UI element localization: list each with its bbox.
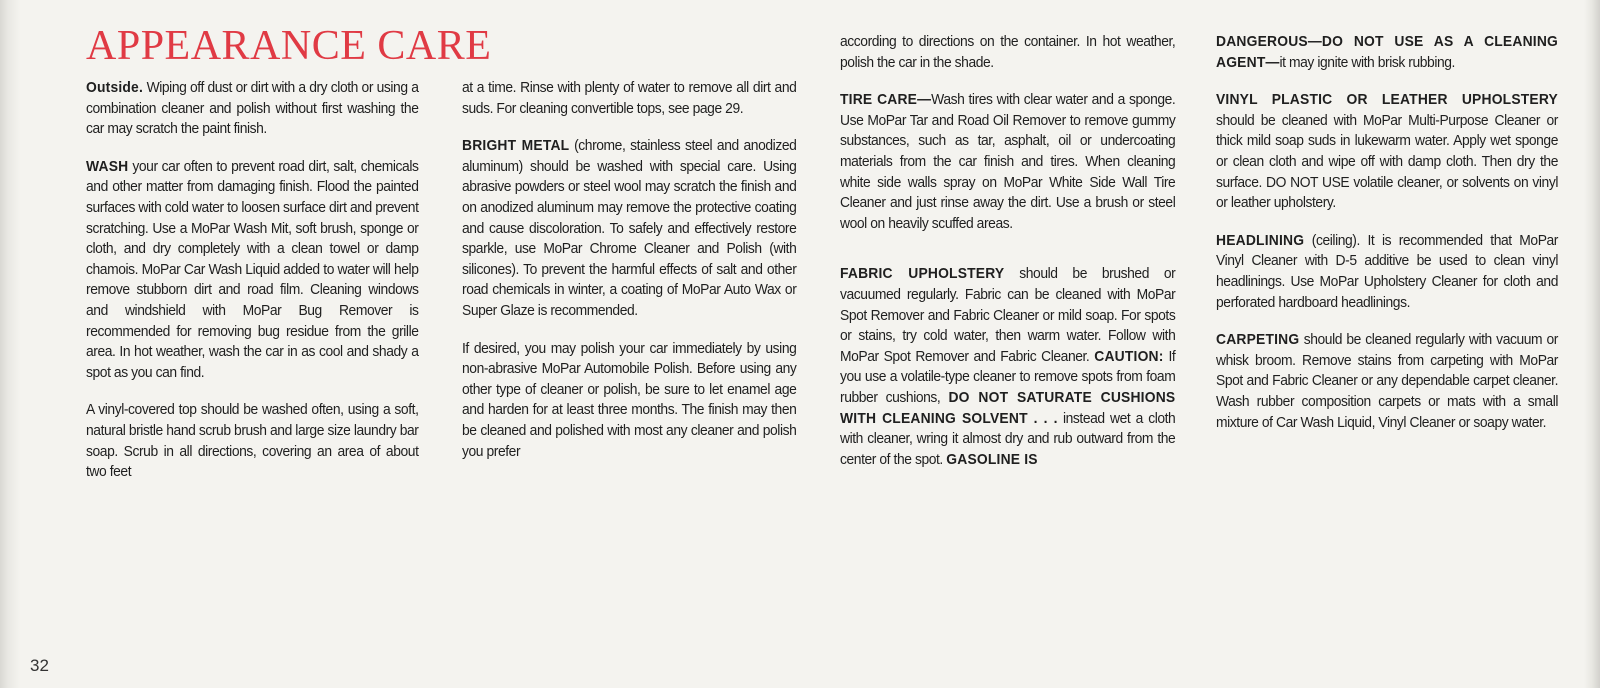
heading-bright-metal: BRIGHT METAL [462,138,570,155]
page-title: APPEARANCE CARE [86,23,492,69]
page-number: 32 [30,656,49,675]
page-binding-shadow-left [0,0,20,688]
paragraph-carpeting [1216,330,1558,433]
paragraph-fabric-text-b: If you use a volatile-type cleaner to remove spots from foam rubber cushions, [840,348,1176,406]
caution-label: CAUTION: [1094,348,1164,365]
column-1 [86,78,419,483]
paragraph-polish-text: If desired, you may polish your car immediately by using non-abrasive MoPar Automobile Polish. Before using any other type of cleaner or polish, be sure to let enamel age and harden for at least three months. The finish may then be cleaned and polished with most any cleaner and polish you prefer [462,340,797,460]
paragraph-polish-continued [840,32,1175,73]
paragraph-headlining-text: (ceiling). It is recommended that MoPar Vinyl Cleaner with D-5 additive be used to clean vinyl headlinings. Use MoPar Upholstery Cleaner for cloth and perforated hardboard headlinings. [1216,232,1558,311]
heading-vinyl-leather: VINYL PLASTIC OR LEATHER UPHOLSTERY [1216,92,1558,109]
heading-outside: Outside. [86,80,143,96]
paragraph-dangerous-text: it may ignite with brisk rubbing. [1279,54,1455,71]
heading-wash: WASH [86,158,129,175]
paragraph-polish [462,339,796,463]
paragraph-fabric-upholstery [840,264,1175,470]
paragraph-bright-metal [462,136,796,321]
warning-dangerous: DANGEROUS—DO NOT USE AS A CLEANING AGENT— [1216,34,1558,71]
paragraph-polish-continued-text: according to directions on the container. In hot weather, polish the car in the shade. [840,34,1176,71]
warning-do-not-saturate: DO NOT SATURATE CUSHIONS WITH CLEANING SOLVENT . . . [840,389,1176,427]
paragraph-tire-care-text: Wash tires with clear water and a sponge. Use MoPar Tar and Road Oil Remover to remove gummy substances, such as tar, asphalt, oil or undercoating materials from the car finish and tires. When cleaning white side walls spray on MoPar White Side Wall Tire Cleaner and just rinse away the dirt. Use a brush or steel wool on heavily scuffed areas. [840,92,1176,232]
column-4 [1216,32,1558,433]
column-3 [840,32,1175,470]
paragraph-carpeting-text: should be cleaned regularly with vacuum or whisk broom. Remove stains from carpeting with MoPar Spot and Fabric Cleaner or any dependable carpet cleaner. Wash rubber composition carpets or mats with a small mixture of Car Wash Liquid, Vinyl Cleaner or soapy water. [1216,332,1558,431]
paragraph-wash-text: your car often to prevent road dirt, salt, chemicals and other matter from damaging finish. Flood the painted surfaces with cold water to loosen surface dirt and prevent scratching. Use a MoPar Wash Mit, soft brush, sponge or cloth, and dry completely with a clean towel or damp chamois. MoPar Car Wash Liquid added to water will help remove stubborn dirt and road film. Cleaning windows and windshield with MoPar Bug Remover is recommended for removing bug residue from the grille area. In hot weather, wash the car in as cool and shady a spot as you can find. [86,158,419,381]
paragraph-fabric-text-a: should be brushed or vacuumed regularly. Fabric can be cleaned with MoPar Spot Remover and Fabric Cleaner or mild soap. For spots or stains, try cold water, then warm water. Follow with MoPar Spot Remover and Fabric Cleaner. [840,266,1176,365]
paragraph-outside [86,78,419,140]
paragraph-bright-metal-text: (chrome, stainless steel and anodized aluminum) should be washed with special care. Using abrasive powders or steel wool may scratch the finish and on anodized aluminum may remove the protective coating and cause discoloration. To safely and effectively restore sparkle, use MoPar Chrome Cleaner and Polish (with silicones). To prevent the harmful effects of salt and other road chemicals in winter, a coating of MoPar Auto Wax or Super Glaze is recommended. [462,138,797,319]
paragraph-fabric-text-c: instead wet a cloth with cleaner, wring it almost dry and rub outward from the center of the spot. [840,410,1176,468]
heading-fabric-upholstery: FABRIC UPHOLSTERY [840,266,1005,283]
paragraph-dangerous [1216,32,1558,73]
heading-carpeting: CARPETING [1216,332,1300,349]
warning-gasoline: GASOLINE IS [946,451,1038,468]
paragraph-vinyl-leather-text: should be cleaned with MoPar Multi-Purpose Cleaner or thick mild soap suds in lukewarm water. Apply wet sponge or clean cloth and wipe off with damp cloth. Then dry the surface. DO NOT USE volatile cleaner, or solvents on vinyl or leather upholstery. [1216,112,1558,212]
paragraph-wash [86,157,419,384]
paragraph-headlining [1216,231,1558,313]
paragraph-outside-text: Wiping off dust or dirt with a dry cloth or using a combination cleaner and polish without first washing the car may scratch the paint finish. [86,80,419,138]
paragraph-tire-care [840,90,1175,234]
column-2 [462,78,796,462]
paragraph-vinyl-top-text: A vinyl-covered top should be washed often, using a soft, natural bristle hand scrub brush and large size laundry bar soap. Scrub in all directions, covering an area of about two feet [86,402,419,481]
heading-tire-care: TIRE CARE— [840,92,932,109]
paragraph-rinse-text: at a time. Rinse with plenty of water to remove all dirt and suds. For cleaning convertible tops, see page 29. [462,80,797,117]
paragraph-vinyl-top [86,400,419,482]
page-binding-shadow-right [1584,0,1600,688]
heading-headlining: HEADLINING [1216,232,1305,249]
paragraph-rinse [462,78,796,119]
paragraph-vinyl-leather [1216,90,1558,214]
